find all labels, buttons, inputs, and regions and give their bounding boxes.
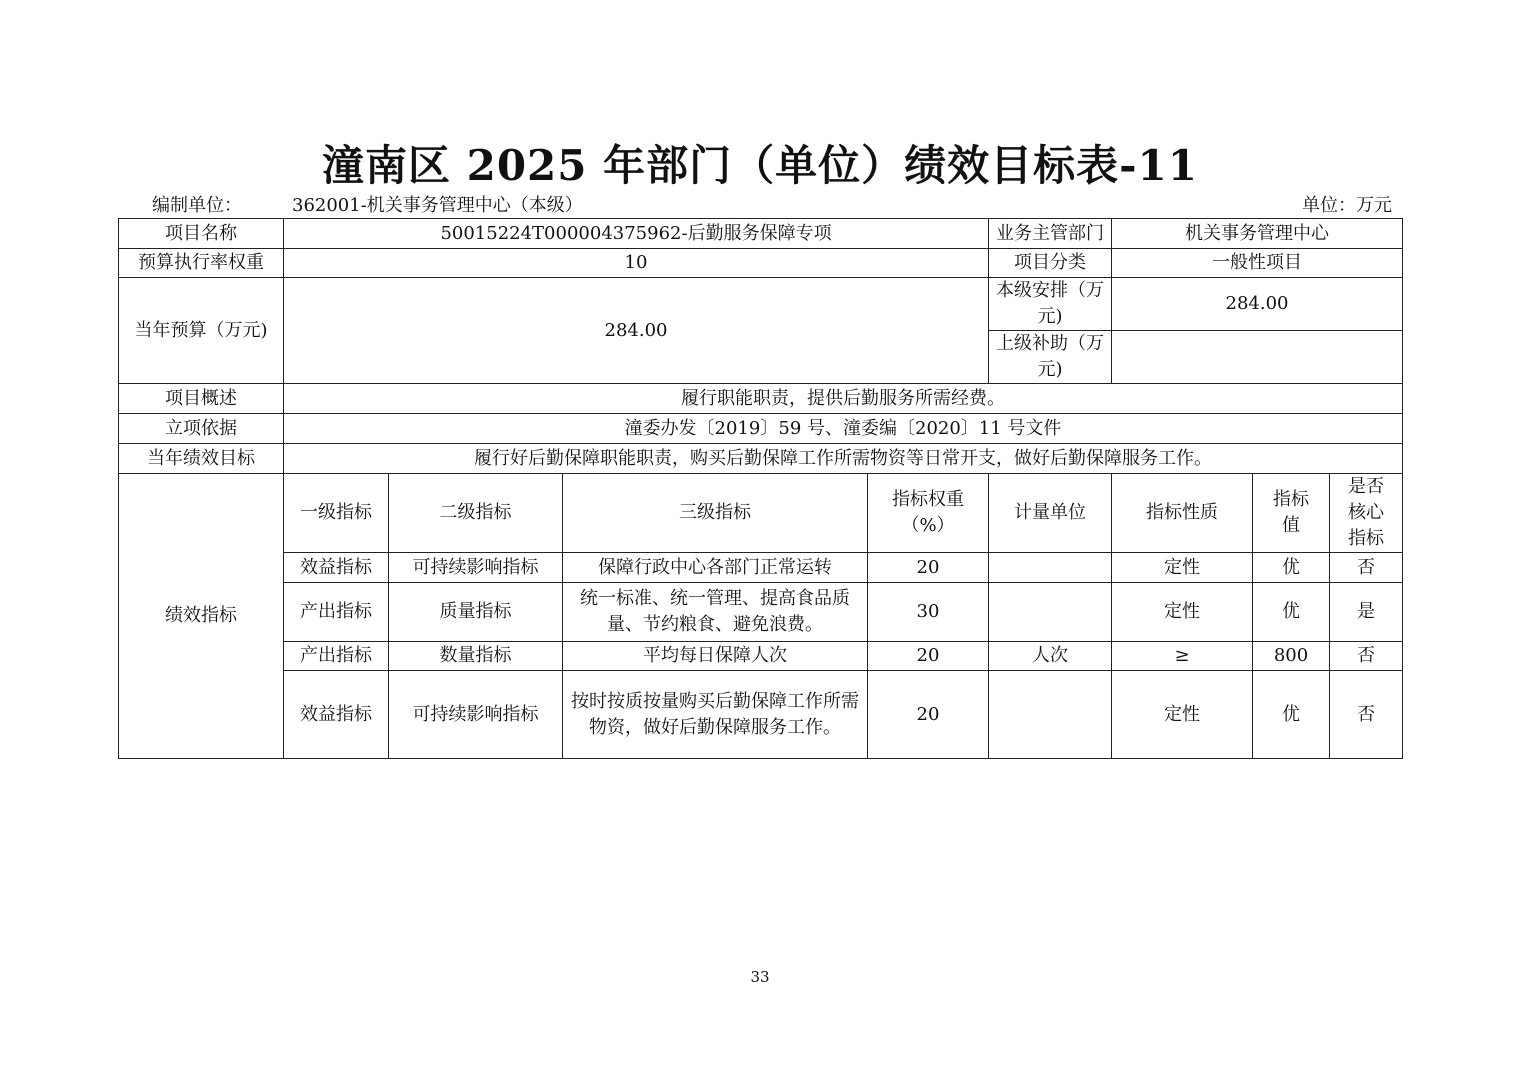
header-level3: 三级指标	[563, 474, 868, 553]
subsidy-label: 上级补助（万元)	[989, 331, 1112, 384]
row-unit	[989, 583, 1112, 642]
table-row	[119, 642, 1403, 671]
row-level3: 保障行政中心各部门正常运转	[563, 553, 868, 583]
row-value: 优	[1253, 671, 1330, 759]
category-value: 一般性项目	[1112, 249, 1403, 278]
row-value: 优	[1253, 553, 1330, 583]
header-value-line2: 值	[1282, 515, 1301, 536]
page-title: 潼南区 2025 年部门（单位）绩效目标表-11	[321, 141, 1199, 190]
goal-value: 履行好后勤保障职能职责，购买后勤保障工作所需物资等日常开支，做好后勤保障服务工作。	[284, 444, 1403, 474]
dept-value: 机关事务管理中心	[1112, 219, 1403, 249]
row-core: 否	[1330, 671, 1403, 759]
row-unit: 人次	[989, 642, 1112, 671]
basis-label: 立项依据	[119, 414, 284, 444]
dept-label: 业务主管部门	[989, 219, 1112, 249]
row-nature: 定性	[1112, 671, 1253, 759]
goal-row	[119, 444, 1403, 474]
header-level2: 二级指标	[389, 474, 563, 553]
row-level2: 可持续影响指标	[389, 671, 563, 759]
performance-table	[118, 218, 1403, 759]
basis-row	[119, 414, 1403, 444]
overview-value: 履行职能职责，提供后勤服务所需经费。	[284, 384, 1403, 414]
row-level2: 可持续影响指标	[389, 553, 563, 583]
indicator-header-row	[119, 474, 1403, 553]
project-name-row	[119, 219, 1403, 249]
header-core-line3: 指标	[1348, 528, 1385, 549]
unit-label: 编制单位：	[152, 195, 242, 216]
goal-label: 当年绩效目标	[119, 444, 284, 474]
budget-row	[119, 278, 1403, 331]
basis-value: 潼委办发〔2019〕59 号、潼委编〔2020〕11 号文件	[284, 414, 1403, 444]
indicators-section-label: 绩效指标	[119, 474, 284, 759]
row-value: 800	[1253, 642, 1330, 671]
row-core: 是	[1330, 583, 1403, 642]
header-weight-line2: （%）	[901, 515, 955, 536]
row-nature: 定性	[1112, 583, 1253, 642]
weight-row	[119, 249, 1403, 278]
header-nature: 指标性质	[1112, 474, 1253, 553]
budget-value: 284.00	[284, 278, 989, 384]
row-level2: 数量指标	[389, 642, 563, 671]
header-core-line1: 是否	[1348, 476, 1385, 497]
row-unit	[989, 671, 1112, 759]
row-level1: 效益指标	[284, 553, 389, 583]
row-level1: 效益指标	[284, 671, 389, 759]
header-level1: 一级指标	[284, 474, 389, 553]
row-nature: ≥	[1112, 642, 1253, 671]
overview-label: 项目概述	[119, 384, 284, 414]
unit-value: 362001-机关事务管理中心（本级）	[292, 195, 583, 216]
header-value	[1253, 474, 1330, 553]
row-nature: 定性	[1112, 553, 1253, 583]
row-level2: 质量指标	[389, 583, 563, 642]
row-unit	[989, 553, 1112, 583]
header-weight-line1: 指标权重	[892, 489, 964, 510]
weight-value: 10	[284, 249, 989, 278]
header-core	[1330, 474, 1403, 553]
row-level3: 按时按质按量购买后勤保障工作所需物资，做好后勤保障服务工作。	[563, 671, 868, 759]
local-label: 本级安排（万元)	[989, 278, 1112, 331]
project-name-value: 50015224T000004375962-后勤服务保障专项	[284, 219, 989, 249]
header-value-line1: 指标	[1273, 489, 1310, 510]
row-core: 否	[1330, 642, 1403, 671]
row-level3: 平均每日保障人次	[563, 642, 868, 671]
overview-row	[119, 384, 1403, 414]
header-unit: 计量单位	[989, 474, 1112, 553]
row-level3: 统一标准、统一管理、提高食品质量、节约粮食、避免浪费。	[563, 583, 868, 642]
table-row	[119, 553, 1403, 583]
header-weight	[868, 474, 989, 553]
project-name-label: 项目名称	[119, 219, 284, 249]
row-core: 否	[1330, 553, 1403, 583]
row-weight: 20	[868, 553, 989, 583]
currency-unit: 单位：万元	[1302, 195, 1392, 216]
budget-label: 当年预算（万元)	[119, 278, 284, 384]
row-weight: 30	[868, 583, 989, 642]
local-value: 284.00	[1112, 278, 1403, 331]
category-label: 项目分类	[989, 249, 1112, 278]
header-core-line2: 核心	[1348, 502, 1385, 523]
table-row	[119, 671, 1403, 759]
table-row	[119, 583, 1403, 642]
row-weight: 20	[868, 642, 989, 671]
subsidy-value	[1112, 331, 1403, 384]
row-weight: 20	[868, 671, 989, 759]
row-value: 优	[1253, 583, 1330, 642]
row-level1: 产出指标	[284, 642, 389, 671]
weight-label: 预算执行率权重	[119, 249, 284, 278]
row-level1: 产出指标	[284, 583, 389, 642]
page-number: 33	[750, 968, 770, 986]
